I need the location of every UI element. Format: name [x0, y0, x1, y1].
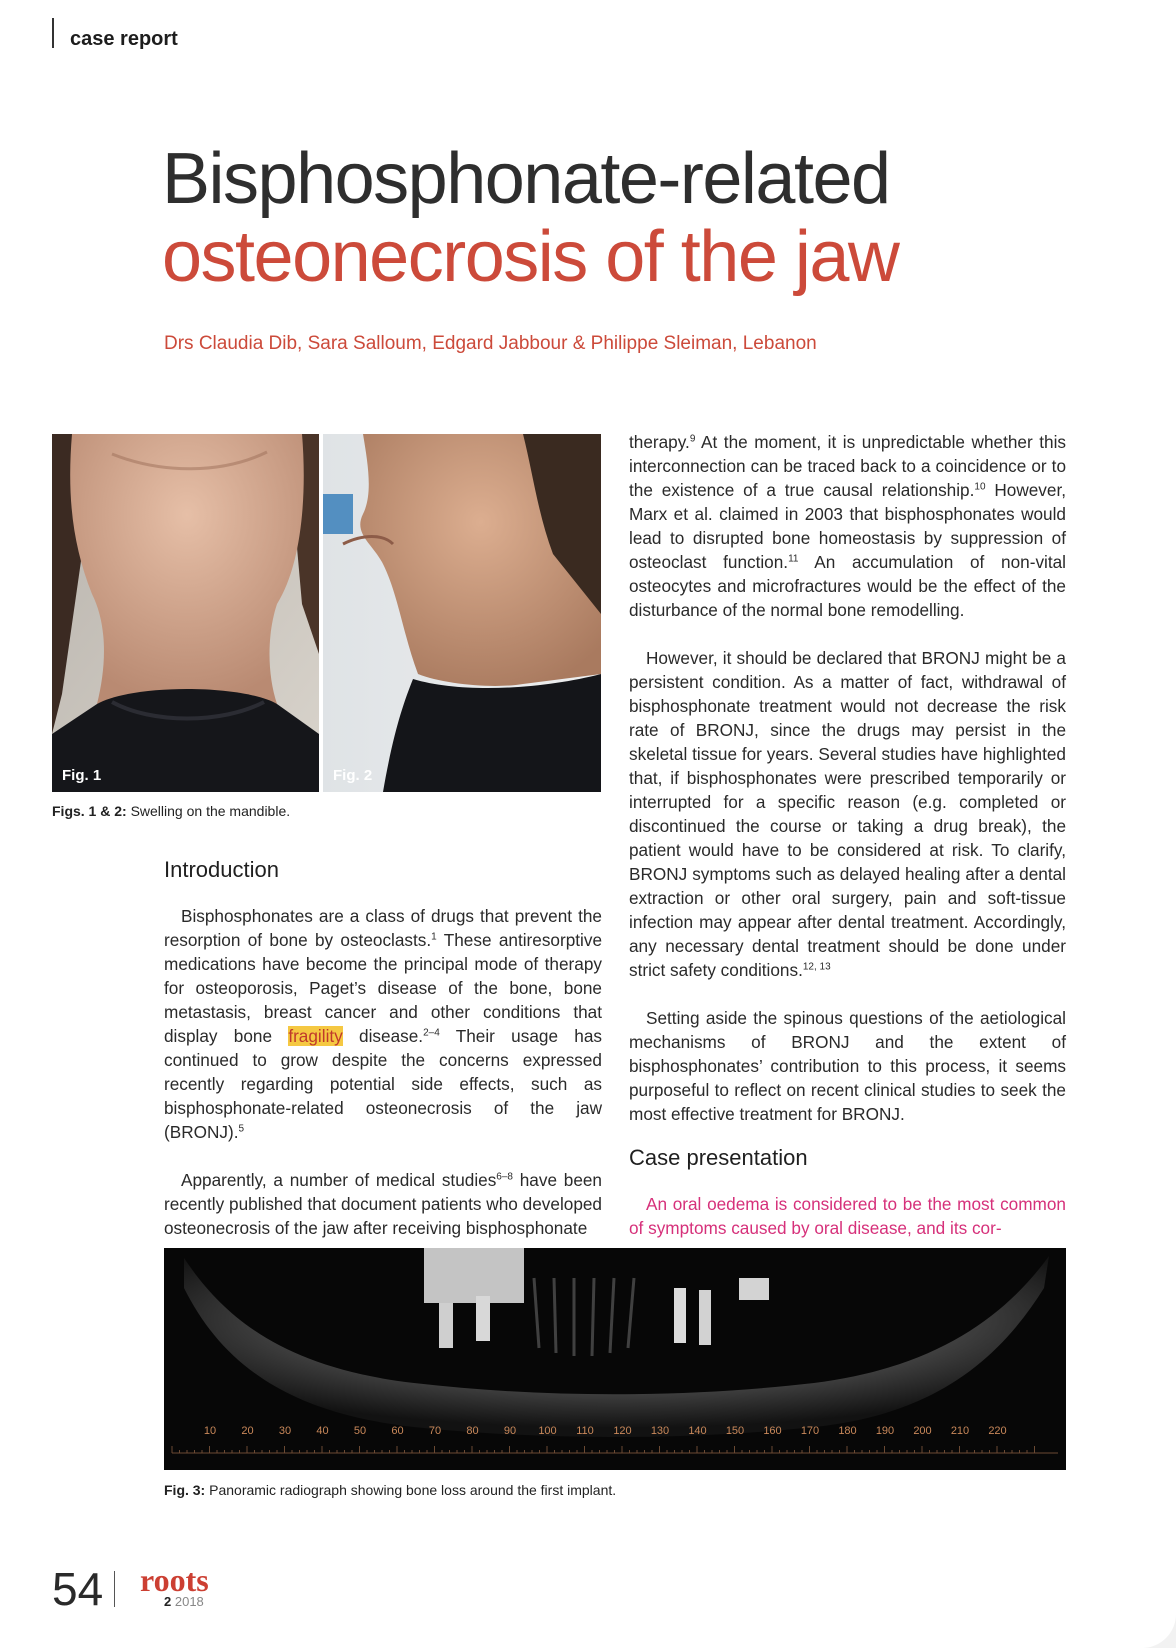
- figure-3-radiograph: [164, 1248, 1066, 1470]
- ruler-label: 150: [725, 1425, 745, 1437]
- text-run: have been recently published that document patients who developed osteonecrosis of the jaw after receiving bisphosphonate: [164, 1170, 602, 1238]
- authors-line: Drs Claudia Dib, Sara Salloum, Edgard Jabbour & Philippe Sleiman, Lebanon: [164, 333, 817, 354]
- ruler-label: 60: [391, 1425, 404, 1437]
- caption-text: Panoramic radiograph showing bone loss around the first implant.: [205, 1482, 617, 1498]
- text-run: These antiresorptive medications have become the principal mode of therapy for osteoporosis, Paget’s disease of the bone, bone metastasis, breast cancer and other conditions that display bone: [164, 930, 602, 1046]
- text-run: However, it should be declared that BRONJ might be a persistent condition. As a matter of fact, withdrawal of bisphosphonate treatment would not decrease the risk rate of BRONJ, since the drugs may persist in the skeletal tissue for years. Several studies have highlighted that, if bisphosphonates were prescribed temporarily or interrupted for a specific reason (e.g. completed or discontinued the course or taking a drug break), the patient would have to be considered at risk. To clarify, BRONJ symptoms such as delayed healing after a dental extraction or other oral surgery, pain and soft-tissue infection may appear after dental treatment. Accordingly, any necessary dental treatment should be done under strict safety conditions.: [629, 648, 1066, 980]
- article-title: [162, 140, 898, 296]
- ruler-label: 170: [800, 1425, 820, 1437]
- citation: 6–8: [496, 1171, 513, 1183]
- figure-1-label: Fig. 1: [62, 767, 102, 784]
- text-run: Their usage has continued to grow despite the concerns expressed recently regarding potential side effects, such as bisphosphonate-related osteonecrosis of the jaw (BRONJ).: [164, 1026, 603, 1142]
- ruler-label: 30: [278, 1425, 292, 1437]
- text-run: However, Marx et al. claimed in 2003 that bisphosphonates would lead to disrupted bone homeostasis by suppression of osteoclast function.: [629, 480, 1066, 572]
- ruler-label: 110: [576, 1425, 594, 1437]
- magazine-logo: roots: [140, 1562, 209, 1598]
- ruler-label: 10: [203, 1425, 217, 1437]
- section-label: case report: [70, 28, 178, 50]
- caption-bold: Fig. 3:: [164, 1482, 206, 1498]
- highlighted-word[interactable]: fragility: [288, 1026, 343, 1046]
- issue-number: 2: [164, 1594, 172, 1609]
- citation: 11: [788, 553, 799, 565]
- panoramic-xray-image: [164, 1248, 1066, 1470]
- ruler-label: 120: [613, 1425, 632, 1437]
- right-paragraph-3: Setting aside the spinous questions of the aetiological mechanisms of BRONJ and the extent of bisphosphonates’ contribution to this process, it seems purposeful to reflect on recent clinical studies to seek the most effective treatment for BRONJ.: [629, 1008, 1066, 1124]
- right-column: [629, 430, 1066, 1240]
- ruler-label: 100: [538, 1425, 557, 1437]
- ruler-label: 80: [466, 1425, 479, 1437]
- ruler-label: 40: [316, 1425, 329, 1437]
- ruler-label: 190: [875, 1425, 895, 1437]
- case-paragraph-1: An oral oedema is considered to be the most common of symptoms caused by oral disease, and its cor-: [629, 1194, 1066, 1238]
- text-run: An accumulation of non-vital osteocytes and microfractures would be the effect of the disturbance of the normal bone remodelling.: [629, 552, 1067, 620]
- section-divider: [52, 18, 54, 48]
- footer-divider: [114, 1571, 115, 1607]
- text-run: Apparently, a number of medical studies: [181, 1170, 497, 1190]
- citation: 2–4: [423, 1027, 440, 1039]
- ruler-label: 220: [988, 1425, 1007, 1437]
- caption-text: Swelling on the mandible.: [126, 803, 291, 819]
- ruler-label: 160: [763, 1425, 782, 1437]
- right-paragraph-2: [629, 646, 1066, 982]
- intro-paragraph-1: [164, 904, 602, 1144]
- figure-2-photo: [323, 434, 601, 792]
- left-column: [164, 858, 602, 1240]
- title-line-1: Bisphosphonate-related: [162, 139, 890, 219]
- citation: 9: [689, 433, 696, 445]
- ruler-label: 180: [838, 1425, 857, 1437]
- face-front-image: [52, 434, 319, 792]
- text-run: therapy.: [629, 432, 690, 452]
- text-run: At the moment, it is unpredictable whether this interconnection can be traced back to a coincidence or to the existence of a true causal relationship.: [629, 432, 1066, 500]
- intro-paragraph-2: [164, 1168, 602, 1240]
- citation: 1: [431, 931, 437, 943]
- issue-info: [164, 1594, 204, 1609]
- ruler-label: 130: [650, 1425, 670, 1437]
- citation: 12, 13: [802, 961, 831, 973]
- ruler-label: 210: [950, 1425, 970, 1437]
- face-profile-image: [323, 434, 601, 792]
- ruler-label: 140: [688, 1425, 707, 1437]
- citation: 10: [974, 481, 986, 493]
- ruler-label: 200: [913, 1425, 932, 1437]
- text-run: disease.: [342, 1026, 424, 1046]
- caption-bold: Figs. 1 & 2:: [52, 803, 127, 819]
- ruler-label: 20: [241, 1425, 254, 1437]
- ruler-label: 90: [503, 1425, 517, 1437]
- case-presentation-heading: Case presentation: [629, 1145, 808, 1170]
- ruler-label: 70: [428, 1425, 442, 1437]
- figure-2-label: Fig. 2: [333, 767, 373, 784]
- issue-year: 2018: [174, 1594, 204, 1609]
- figure-1-photo: [52, 434, 319, 792]
- citation: 5: [238, 1123, 245, 1135]
- text-run: Bisphosphonates are a class of drugs that prevent the resorption of bone by osteoclasts.: [164, 906, 602, 950]
- right-paragraph-1: [629, 430, 1066, 622]
- introduction-heading: Introduction: [164, 857, 279, 882]
- figure-3-caption: [164, 1482, 616, 1498]
- page-number: 54: [52, 1563, 104, 1615]
- title-line-2: osteonecrosis of the jaw: [162, 217, 899, 297]
- figures-1-2-caption: [52, 803, 290, 819]
- ruler-label: 50: [353, 1425, 367, 1437]
